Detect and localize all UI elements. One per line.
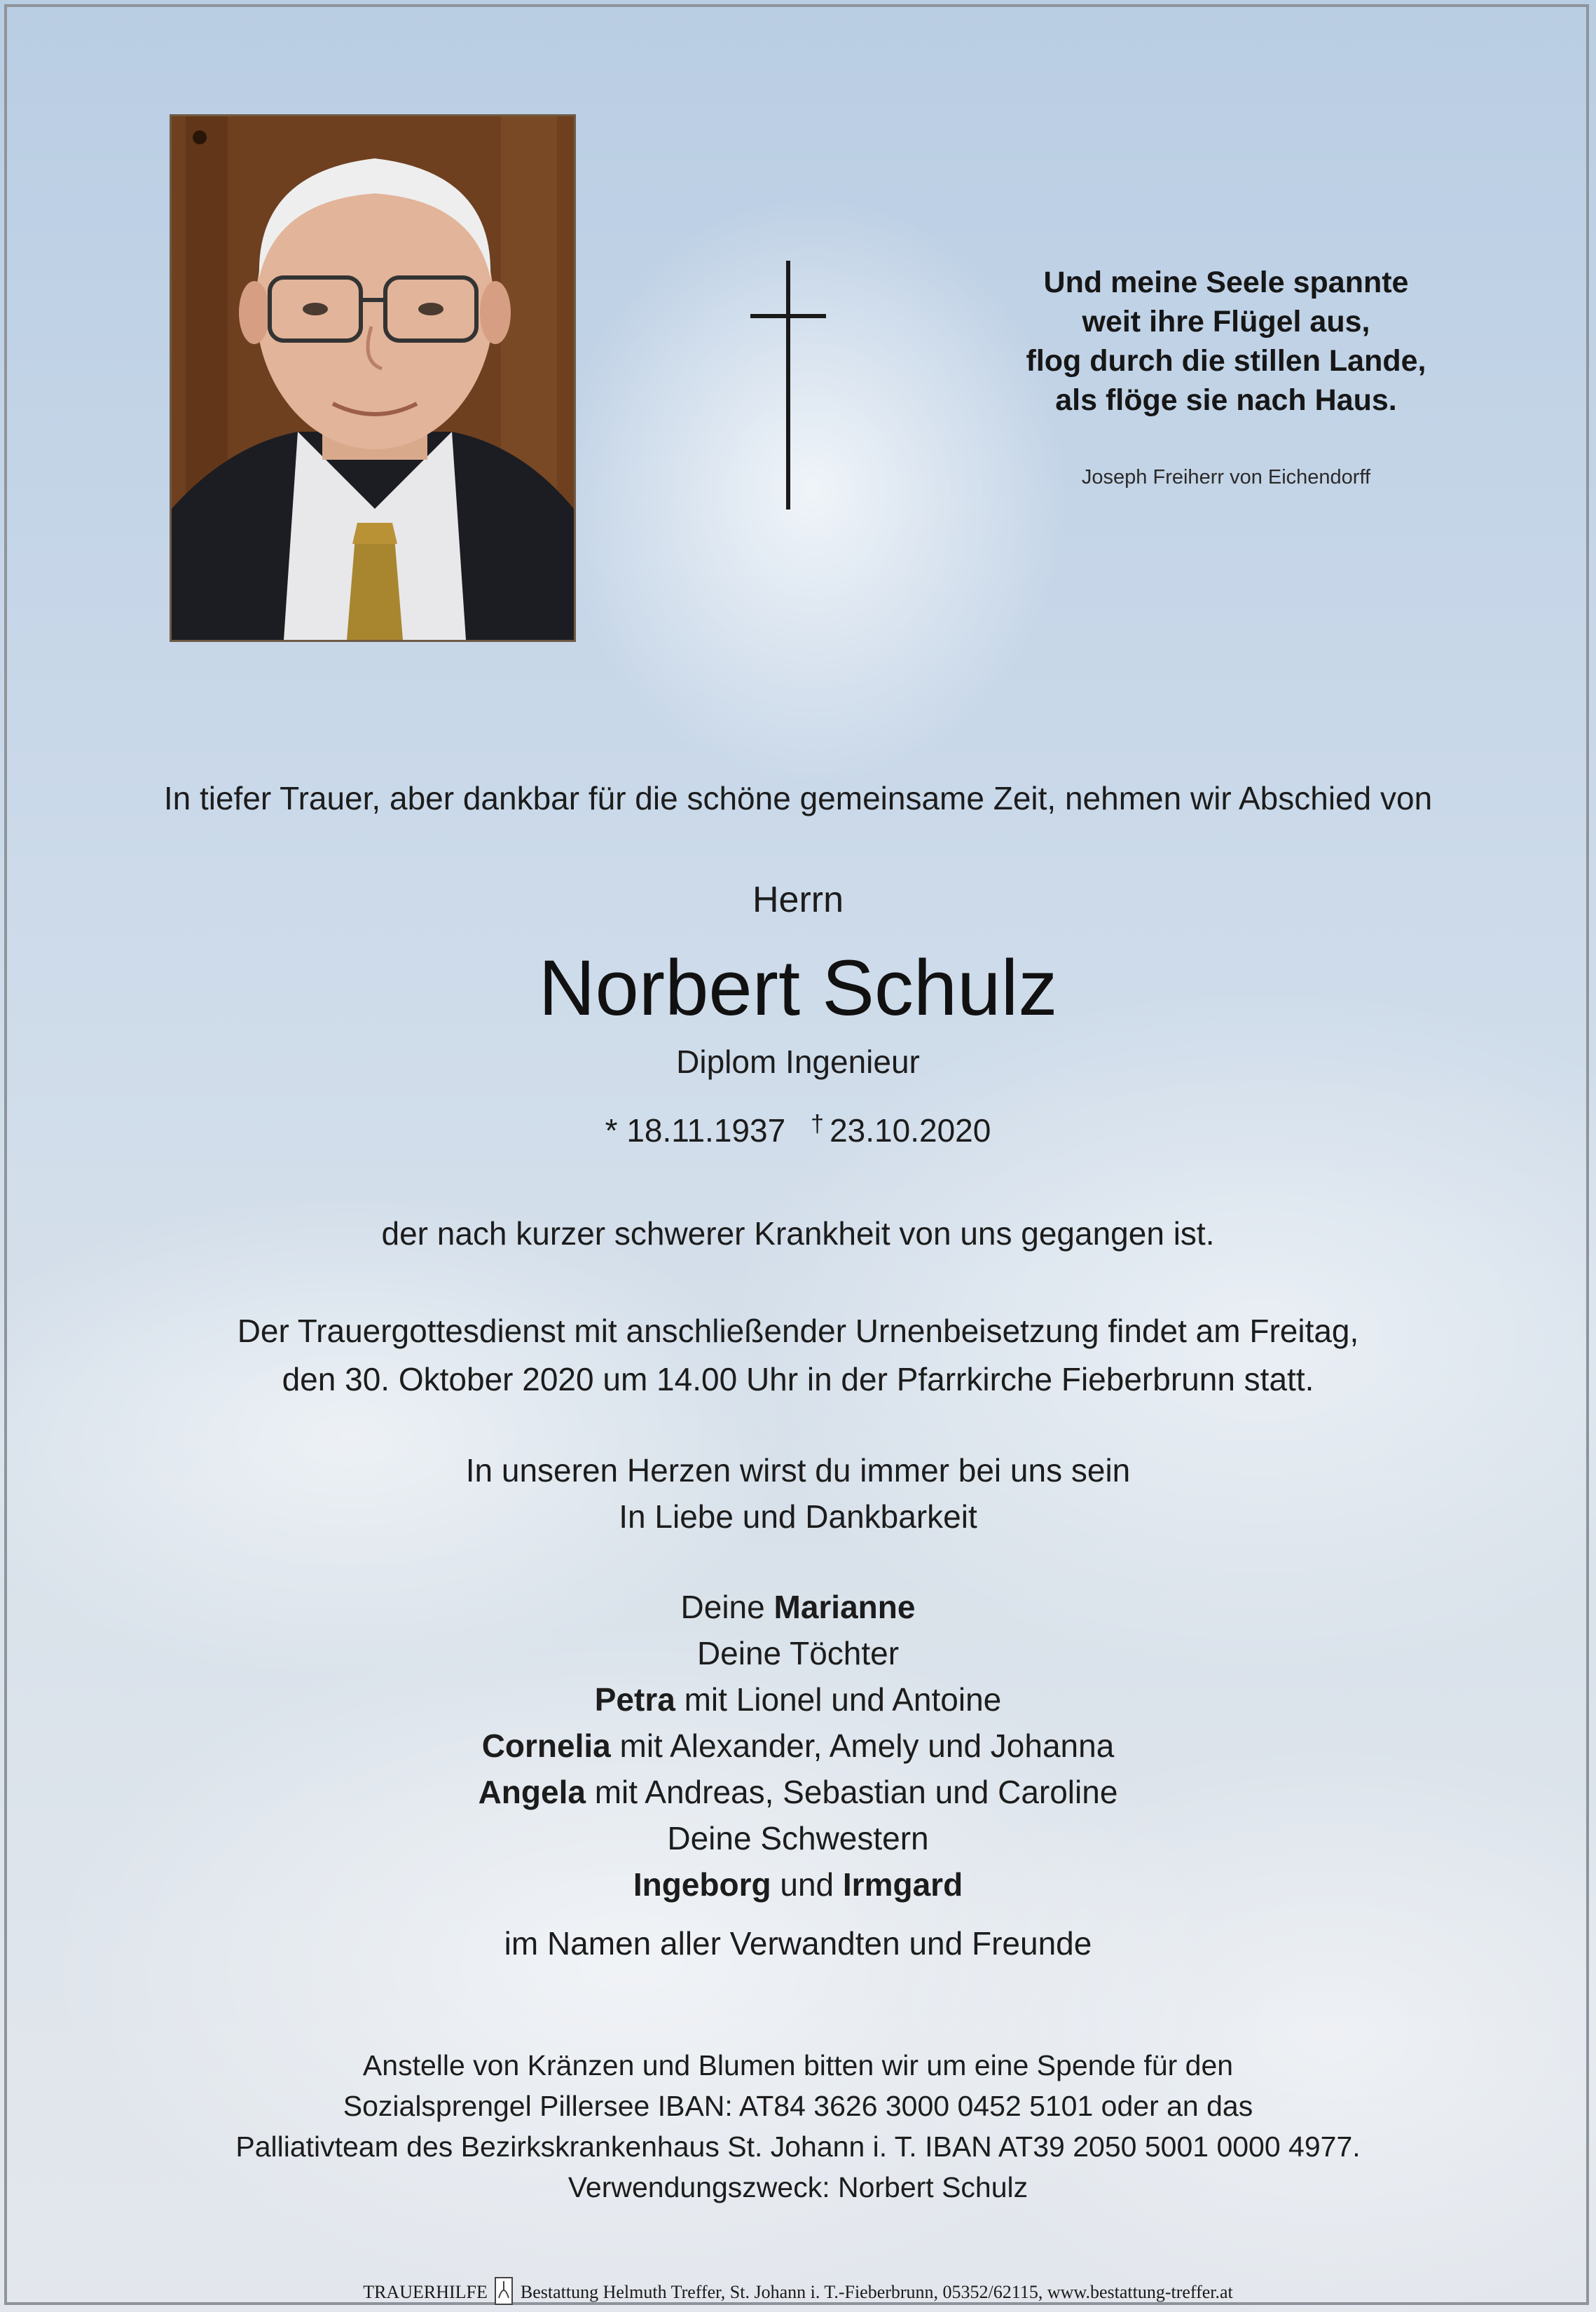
- closing-text: im Namen aller Verwandten und Freunde: [504, 1925, 1092, 1962]
- poem-author: Joseph Freiherr von Eichendorff: [1081, 466, 1371, 488]
- service-info: [0, 1307, 1596, 1404]
- donation-line: Verwendungszweck: Norbert Schulz: [567, 2171, 1029, 2203]
- donation-line: Anstelle von Kränzen und Blumen bitten wir um eine Spende für den: [362, 2049, 1234, 2081]
- family-name: Cornelia: [481, 1728, 611, 1764]
- birth-date: * 18.11.1937: [605, 1112, 786, 1149]
- cross-icon: [746, 261, 830, 509]
- family-line: [0, 1723, 1596, 1769]
- family-text: und: [771, 1866, 843, 1903]
- family-name: Marianne: [773, 1589, 916, 1625]
- family-line: [0, 1676, 1596, 1723]
- family-line: [0, 1861, 1596, 1908]
- passing-text: der nach kurzer schwerer Krankheit von uns gegangen ist.: [381, 1215, 1215, 1252]
- family-text: mit Andreas, Sebastian und Caroline: [585, 1774, 1118, 1810]
- intro-text: In tiefer Trauer, aber dankbar für die schöne gemeinsame Zeit, nehmen wir Abschied von: [163, 780, 1433, 816]
- death-symbol: †: [811, 1111, 825, 1137]
- family-line: Deine Schwestern: [667, 1820, 929, 1856]
- service-line: den 30. Oktober 2020 um 14.00 Uhr in der Pfarrkirche Fieberbrunn statt.: [282, 1361, 1314, 1397]
- family-name: Ingeborg: [633, 1866, 771, 1903]
- salutation: Herrn: [752, 880, 844, 920]
- funeral-home-logo-icon: [495, 2277, 513, 2305]
- family-text: mit Alexander, Amely und Johanna: [610, 1728, 1115, 1764]
- family-list: [0, 1584, 1596, 1908]
- footer-text: Bestattung Helmuth Treffer, St. Johann i. T.-Fieberbrunn, 05352/62115, www.bestattung-treffer.at: [520, 2282, 1233, 2302]
- footer-brand: TRAUERHILFE: [363, 2282, 488, 2302]
- deceased-name: Norbert Schulz: [538, 944, 1058, 1032]
- family-line: [0, 1584, 1596, 1630]
- portrait-illustration: [172, 116, 574, 640]
- death-date: 23.10.2020: [830, 1112, 991, 1149]
- poem-line: flog durch die stillen Lande,: [1026, 344, 1426, 378]
- family-line: Deine Töchter: [696, 1635, 900, 1671]
- family-text: mit Lionel und Antoine: [675, 1681, 1002, 1718]
- family-name: Angela: [478, 1774, 586, 1810]
- portrait-photo: [170, 114, 576, 642]
- poem-line: Und meine Seele spannte: [1043, 266, 1409, 299]
- donation-info: [0, 2045, 1596, 2208]
- poem-line: als flöge sie nach Haus.: [1055, 383, 1397, 417]
- footer: [0, 2277, 1596, 2305]
- family-text: Deine: [680, 1589, 774, 1625]
- academic-title: Diplom Ingenieur: [676, 1044, 920, 1080]
- life-dates: [0, 1111, 1596, 1149]
- donation-line: Sozialsprengel Pillersee IBAN: AT84 3626 3000 0452 5101 oder an das: [343, 2090, 1253, 2122]
- remembrance-line: In unseren Herzen wirst du immer bei uns sein: [465, 1452, 1131, 1489]
- remembrance-line: In Liebe und Dankbarkeit: [619, 1498, 977, 1535]
- service-line: Der Trauergottesdienst mit anschließender Urnenbeisetzung findet am Freitag,: [237, 1313, 1359, 1349]
- family-line: [0, 1769, 1596, 1815]
- poem: [967, 263, 1485, 420]
- poem-line: weit ihre Flügel aus,: [1082, 305, 1370, 338]
- family-name: Irmgard: [842, 1866, 963, 1903]
- remembrance: [0, 1447, 1596, 1540]
- family-name: Petra: [594, 1681, 675, 1718]
- donation-line: Palliativteam des Bezirkskrankenhaus St. Johann i. T. IBAN AT39 2050 5001 0000 4977.: [235, 2130, 1361, 2163]
